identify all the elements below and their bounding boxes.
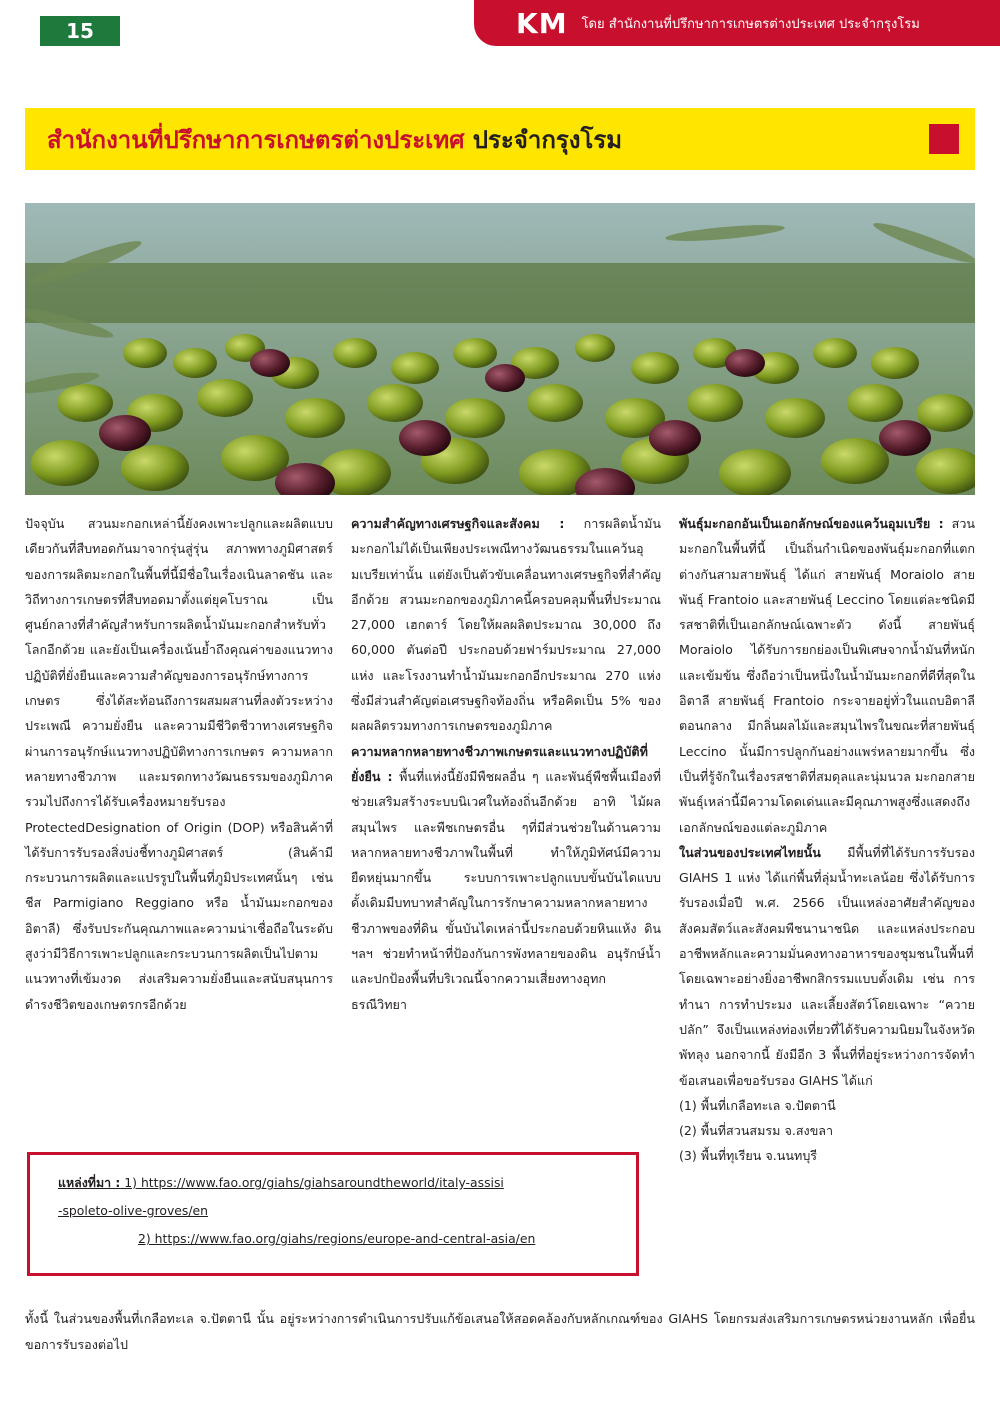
sources-label: แหล่งที่มา : [58,1175,121,1190]
page-title [47,120,622,159]
biodiversity-heading: ความหลากหลายทางชีวภาพเกษตรและแนวทางปฏิบัติที่ยั่งยืน : [351,743,648,784]
economic-text: การผลิตน้ำมันมะกอกไม่ได้เป็นเพียงประเพณีทางวัฒนธรรมในแคว้นอุมเบรียเท่านั้น แต่ยังเป็นตัวขับเคลื่อนทางเศรษฐกิจที่สำคัญอีกด้วย สวนมะกอกของภูมิภาคนี้ครอบคลุมพื้นที่ประมาณ 27,000 เฮกตาร์ โดยให้ผลผลิตประมาณ 30,000 ถึง 60,000 ตันต่อปี ประกอบด้วยฟาร์มประมาณ 27,000 แห่ง และโรงงานทำน้ำมันมะกอกอีกประมาณ 270 แห่ง ซึ่งมีส่วนสำคัญต่อเศรษฐกิจท้องถิ่น หรือคิดเป็น 5% ของผลผลิตรวมทางการเกษตรของภูมิภาค [351,516,661,734]
source-link-1-continued[interactable]: -spoleto-olive-groves/en [58,1203,209,1218]
list-item: (2) พื้นที่สวนสมรม จ.สงขลา [679,1123,834,1139]
source-link-1[interactable]: 1) https://www.fao.org/giahs/giahsaroundtheworld/italy-assisi [120,1175,504,1190]
closing-paragraph: ทั้งนี้ ในส่วนของพื้นที่เกลือทะเล จ.ปัตตานี นั้น อยู่ระหว่างการดำเนินการปรับแก้ข้อเสนอให้สอดคล้องกับหลักเกณฑ์ของ GIAHS โดยกรมส่งเสริมการเกษตรหน่วยงานหลัก เพื่อยื่นขอการรับรองต่อไป [25,1311,975,1352]
source-line-1[interactable] [58,1169,535,1197]
thailand-heading: ในส่วนของประเทศไทยนั้น [679,844,821,860]
list-item: (3) พื้นที่ทุเรียน จ.นนทบุรี [679,1148,818,1164]
biodiversity-section [351,739,661,1017]
title-square-icon [929,124,959,154]
sources-content [58,1169,535,1253]
varieties-text: สวนมะกอกในพื้นที่นี้ เป็นถิ่นกำเนิดของพันธุ์มะกอกที่แตกต่างกันสามสายพันธุ์ ได้แก่ สายพันธุ์ Moraiolo สายพันธุ์ Frantoio และสายพันธุ์ Leccino โดยแต่ละชนิดมีรสชาติที่เป็นเอกลักษณ์เฉพาะตัว ดังนี้ สายพันธุ์ Moraiolo ได้รับการยกย่องเป็นพิเศษจากน้ำมันที่หนักและเข้มข้น ซึ่งถือว่าเป็นหนึ่งในน้ำมันมะกอกที่ดีที่สุดในอิตาลี สายพันธุ์ Frantoio กระจายอยู่ทั่วในแถบอิตาลีตอนกลาง มีกลิ่นผลไม้และสมุนไพรในขณะที่สายพันธุ์ Leccino นั้นมีการปลูกกันอย่างแพร่หลายมากขึ้น ซึ่งเป็นที่รู้จักในเรื่องรสชาติที่สมดุลและนุ่มนวล มะกอกสายพันธุ์เหล่านี้มีความโดดเด่นและมีคุณภาพสูงซึ่งแสดงถึงเอกลักษณ์ของแต่ละภูมิภาค [679,516,975,835]
biodiversity-text: พื้นที่แห่งนี้ยังมีพืชผลอื่น ๆ และพันธุ์พืชพื้นเมืองที่ช่วยเสริมสร้างระบบนิเวศในท้องถิ่นอีกด้วย อาทิ ไม้ผล สมุนไพร และพืชเกษตรอื่น ๆที่มีส่วนช่วยในด้านความหลากหลายทางชีวภาพในพื้นที่ ทำให้ภูมิทัศน์มีความยืดหยุ่นมากขึ้น ระบบการเพาะปลูกแบบขั้นบันไดแบบดั้งเดิมมีบทบาทสำคัญในการรักษาความหลากหลายทางชีวภาพของที่ดิน ขั้นบันไดเหล่านี้ประกอบด้วยหินแห้ง ดิน ฯลฯ ช่วยทำหน้าที่ป้องกันการพังทลายของดิน อนุรักษ์น้ำ และปกป้องพื้นที่บริเวณนี้จากความเสี่ยงทางอุทกธรณีวิทยา [351,768,661,1012]
km-logo: KM [516,6,568,40]
source-link-2[interactable]: 2) https://www.fao.org/giahs/regions/europe-and-central-asia/en [138,1231,536,1246]
varieties-section [679,511,975,840]
km-header-banner [474,0,1000,46]
column-1-text: ปัจจุบัน สวนมะกอกเหล่านี้ยังคงเพาะปลูกและผลิตแบบเดียวกันที่สืบทอดกันมาจากรุ่นสู่รุ่น สภาพทางภูมิศาสตร์ของการผลิตมะกอกในพื้นที่นี้มีชื่อในเรื่องเนินลาดชัน และวิถีทางการเกษตรที่สืบทอดมาตั้งแต่ยุคโบราณ เป็นศูนย์กลางที่สำคัญสำหรับการผลิตน้ำมันมะกอกสำหรับทั่วโลกอีกด้วย และยังเป็นเครื่องเน้นย้ำถึงคุณค่าของแนวทางปฏิบัติที่ยั่งยืนและความสำคัญของการอนุรักษ์ทางการเกษตร ซึ่งได้สะท้อนถึงการผสมผสานที่ลงตัวระหว่างประเพณี ความยั่งยืน และความมีชีวิตชีวาทางเศรษฐกิจผ่านการอนุรักษ์แนวทางปฏิบัติทางการเกษตร ความหลากหลายทางชีวภาพ และมรดกทางวัฒนธรรมของภูมิภาครวมไปถึงการได้รับเครื่องหมายรับรอง ProtectedDesignation of Origin (DOP) หรือสินค้าที่ได้รับการรับรองสิ่งบ่งชี้ทางภูมิศาสตร์ (สินค้ามีกระบวนการผลิตและแปรรูปในพื้นที่ภูมิประเทศนั้นๆ เช่น ชีส Parmigiano Reggiano หรือ น้ำมันมะกอกของอิตาลี) ซึ่งรับประกันคุณภาพและความน่าเชื่อถือในระดับสูงว่ามีวิธีการเพาะปลูกและกระบวนการผลิตเป็นไปตามแนวทางที่เข้มงวด ส่งเสริมความยั่งยืนและสนับสนุนการดำรงชีวิตของเกษตรกรอีกด้วย [25,516,333,1012]
title-bar [25,108,975,170]
title-rome: ประจำกรุงโรม [472,125,623,154]
thailand-text: มีพื้นที่ที่ได้รับการรับรอง GIAHS 1 แห่ง ได้แก่พื้นที่ลุ่มน้ำทะเลน้อย ซึ่งได้รับการรับรองเมื่อปี พ.ศ. 2566 เป็นแหล่งอาศัยสำคัญของสังคมสัตว์และสังคมพืชนานาชนิด และแหล่งประกอบอาชีพหลักและความมั่นคงทางอาหารของชุมชนในพื้นที่ โดยเฉพาะอย่างยิ่งอาชีพกสิกรรมแบบดั้งเดิม เช่น การทำนา การทำประมง และเลี้ยงสัตว์โดยเฉพาะ “ควายปลัก” จึงเป็นแหล่งท่องเที่ยวที่ได้รับความนิยมในจังหวัดพัทลุง นอกจากนี้ ยังมีอีก 3 พื้นที่ที่อยู่ระหว่างการจัดทำข้อเสนอเพื่อขอรับรอง GIAHS ได้แก่ [679,844,975,1088]
header-byline: โดย สำนักงานที่ปรึกษาการเกษตรต่างประเทศ ประจำกรุงโรม [581,16,920,32]
varieties-heading: พันธุ์มะกอกอันเป็นเอกลักษณ์ของแคว้นอุมเบรีย : [679,516,944,531]
column-3 [679,511,975,1169]
economic-section [351,511,661,739]
giahs-candidate-list [679,1093,975,1169]
title-main: สำนักงานที่ปรึกษาการเกษตรต่างประเทศ [47,125,465,154]
column-2 [351,511,661,1017]
column-1 [25,511,333,1017]
olive-harvest-photo [25,203,975,495]
olive-photo-illustration [25,203,975,495]
economic-heading: ความสำคัญทางเศรษฐกิจและสังคม : [351,516,565,531]
thailand-section [679,840,975,1093]
list-item: (1) พื้นที่เกลือทะเล จ.ปัตตานี [679,1097,836,1113]
sources-box [27,1152,639,1276]
page-number: 15 [40,16,120,46]
